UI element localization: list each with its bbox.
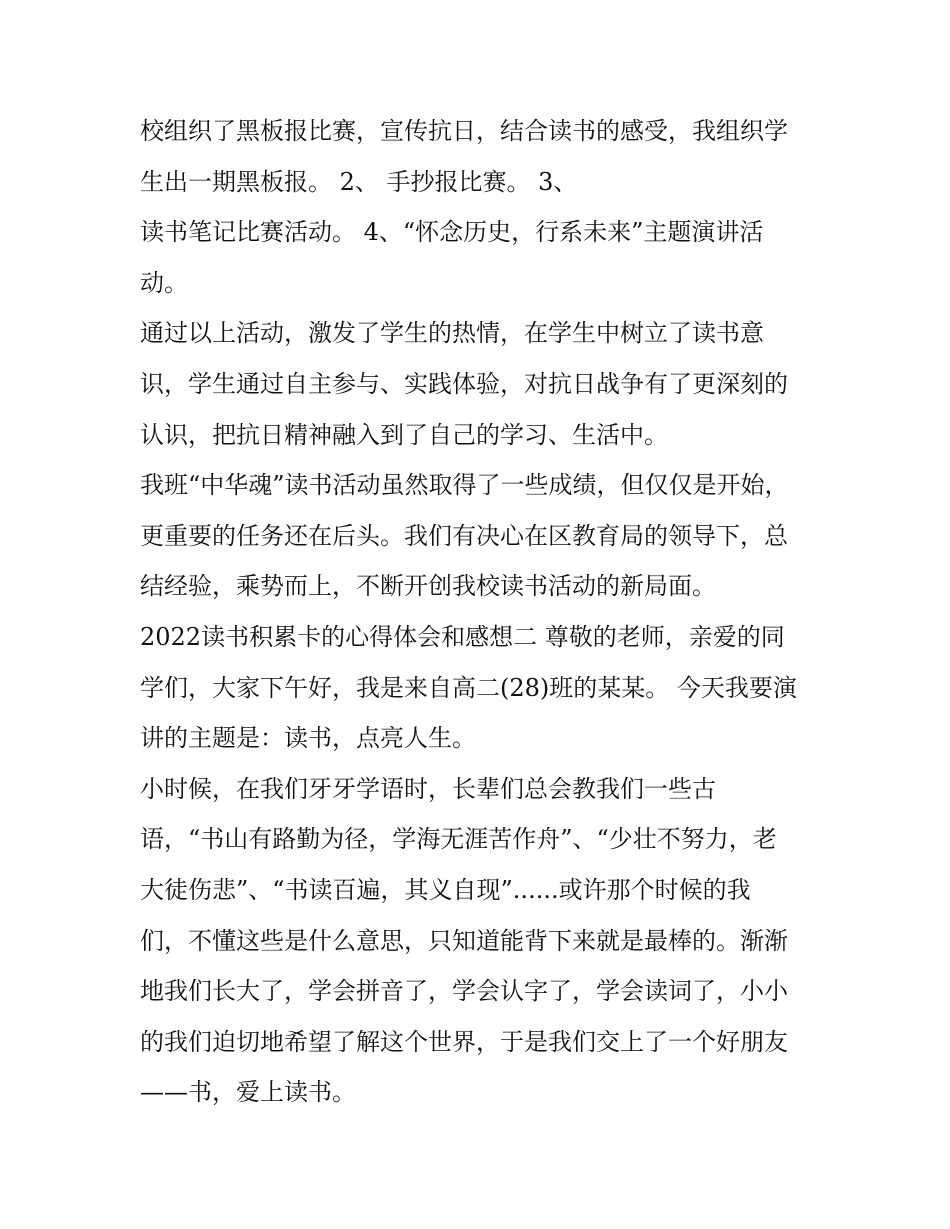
text-line: 更重要的任务还在后头。我们有决心在区教育局的领导下，总 [140,521,788,550]
text-line: 讲的主题是：读书，点亮人生。 [140,724,476,753]
text-line: 通过以上活动，激发了学生的热情，在学生中树立了读书意 [140,319,764,348]
text-line: 我班“中华魂”读书活动虽然取得了一些成绩，但仅仅是开始， [140,471,789,500]
text-line: 认识，把抗日精神融入到了自己的学习、生活中。 [140,420,668,449]
text-line: 读书笔记比赛活动。 4、“怀念历史，行系未来”主题演讲活 [140,218,764,247]
text-line: 地我们长大了，学会拼音了，学会认字了，学会读词了，小小 [140,977,788,1006]
text-line: 小时候，在我们牙牙学语时，长辈们总会教我们一些古 [140,774,716,803]
text-line: 生出一期黑板报。 2、 手抄报比赛。 3、 [140,167,578,196]
text-line: 结经验，乘势而上，不断开创我校读书活动的新局面。 [140,572,716,601]
text-line: 们，不懂这些是什么意思，只知道能背下来就是最棒的。渐渐 [140,926,788,955]
text-line: 识，学生通过自主参与、实践体验，对抗日战争有了更深刻的 [140,369,788,398]
text-line: ——书，爱上读书。 [140,1078,356,1107]
text-line: 校组织了黑板报比赛，宣传抗日，结合读书的感受，我组织学 [140,117,788,145]
body-text [140,106,840,1118]
text-line: 的我们迫切地希望了解这个世界，于是我们交上了一个好朋友 [140,1027,788,1056]
text-line: 大徒伤悲”、“书读百遍，其义自现”......或许那个时候的我 [140,875,751,904]
text-line: 语，“书山有路勤为径，学海无涯苦作舟”、“少壮不努力，老 [140,825,777,854]
text-line: 动。 [140,268,188,297]
text-line: 学们，大家下午好，我是来自高二(28)班的某某。 今天我要演 [140,673,797,702]
text-line: 2022读书积累卡的心得体会和感想二 尊敬的老师，亲爱的同 [140,622,785,651]
